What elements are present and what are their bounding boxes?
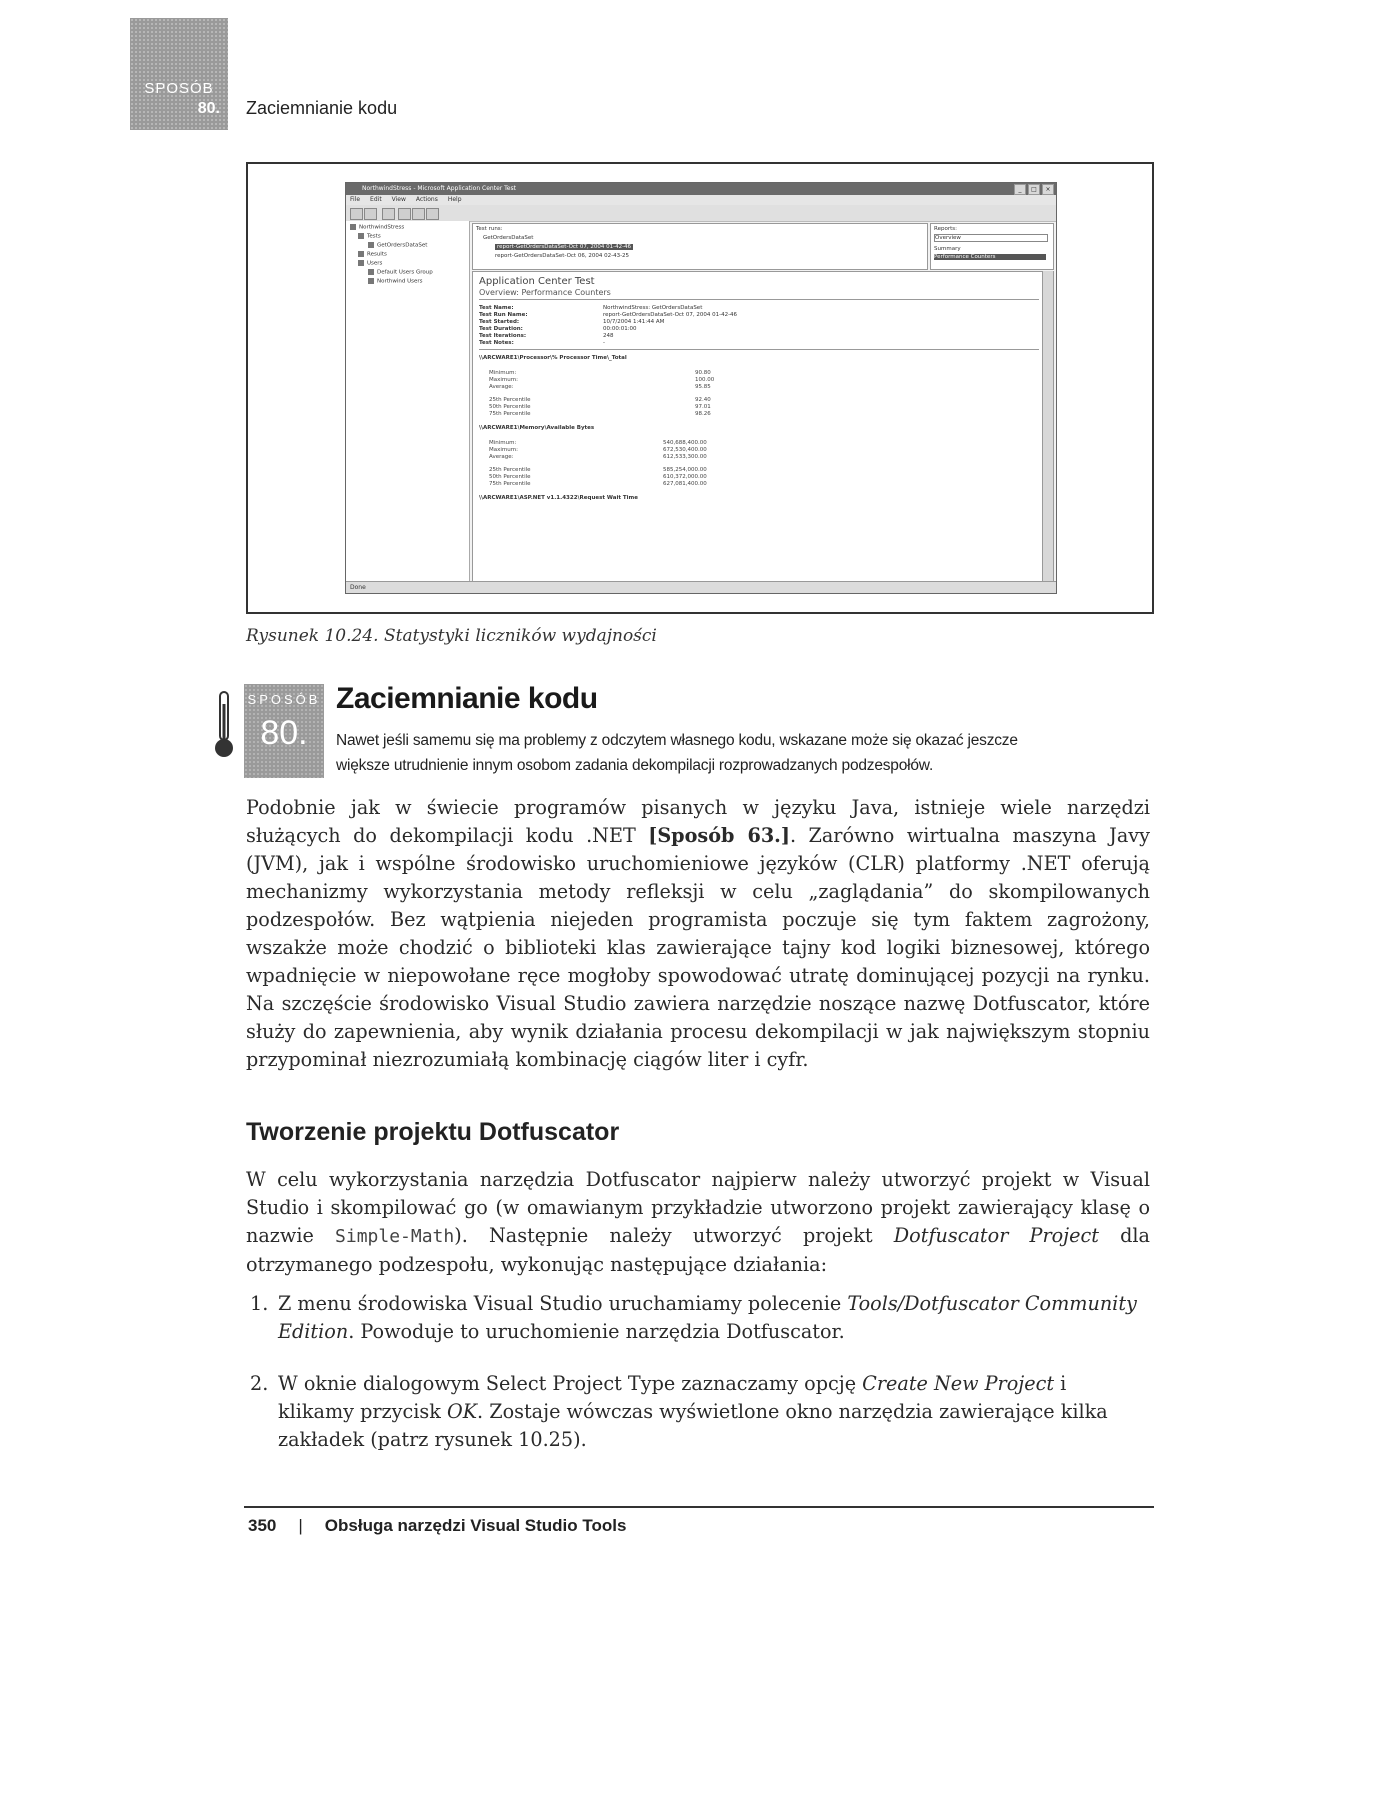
stat-label: Maximum: <box>489 377 518 383</box>
summary-label: Test Name: <box>479 305 514 311</box>
emphasis: Create New Project <box>862 1372 1055 1395</box>
stat-label: Maximum: <box>489 447 518 453</box>
text-run: ). Następnie należy utworzyć projekt <box>454 1224 894 1247</box>
stat-value: 90.80 <box>695 370 711 376</box>
hack-description-line: Nawet jeśli samemu się ma problemy z odczytem własnego kodu, wskazane może się okazać jeszcze <box>336 732 1018 749</box>
hack-tab-number: 80. <box>260 714 308 752</box>
stat-value: 672,530,400.00 <box>663 447 707 453</box>
paragraph <box>246 1166 1150 1279</box>
divider <box>479 299 1039 300</box>
counter-heading: \\ARCWARE1\Processor\% Processor Time\_Total <box>479 355 627 361</box>
run-icon[interactable] <box>398 208 411 220</box>
paragraph <box>246 794 1150 1074</box>
counter-heading: \\ARCWARE1\Memory\Available Bytes <box>479 425 595 431</box>
toolbar <box>346 205 1056 222</box>
report-view <box>472 271 1054 583</box>
hack-tab-word: SPOSÓB <box>247 692 321 707</box>
text-run: i klikamy przycisk <box>278 1372 1067 1423</box>
status-bar <box>346 581 1056 594</box>
act-screenshot <box>345 182 1057 594</box>
emphasis: Dotfuscator Project <box>893 1224 1099 1247</box>
footer-rule <box>244 1506 1154 1508</box>
stat-value: 612,533,300.00 <box>663 454 707 460</box>
list-number: 2. <box>250 1372 269 1395</box>
stat-value: 98.26 <box>695 411 711 417</box>
test-icon <box>368 242 374 248</box>
stat-value: 610,372,000.00 <box>663 474 707 480</box>
summary-label: Test Notes: <box>479 340 514 346</box>
stat-label: 50th Percentile <box>489 474 531 480</box>
folder-icon <box>358 233 364 239</box>
menu-edit[interactable]: Edit <box>370 196 382 203</box>
maximize-icon[interactable]: □ <box>1028 184 1040 195</box>
reports-label: Reports: <box>934 226 957 232</box>
stat-label: 25th Percentile <box>489 397 531 403</box>
summary-label: Test Iterations: <box>479 333 527 339</box>
header-tab-word: SPOSÓB <box>144 80 214 97</box>
section-heading: Tworzenie projektu Dotfuscator <box>246 1118 620 1146</box>
summary-label: Test Run Name: <box>479 312 528 318</box>
stat-value: 92.40 <box>695 397 711 403</box>
stat-label: 75th Percentile <box>489 411 531 417</box>
thermometer-icon <box>214 690 234 760</box>
folder-icon <box>350 224 356 230</box>
stat-label: Minimum: <box>489 370 517 376</box>
text-run: . Powoduje to uruchomienie narzędzia Dotfuscator. <box>348 1320 845 1343</box>
tree-item[interactable]: Users <box>358 260 382 267</box>
folder-icon <box>358 260 364 266</box>
minimize-icon[interactable]: _ <box>1014 184 1026 195</box>
stat-value: 585,254,000.00 <box>663 467 707 473</box>
tree-item[interactable]: Default Users Group <box>368 269 433 276</box>
stat-value: 100.00 <box>695 377 715 383</box>
test-run-item-selected[interactable]: report-GetOrdersDataSet-Oct 07, 2004 01-42-46 <box>497 244 632 250</box>
summary-label: Test Started: <box>479 319 520 325</box>
status-text: Done <box>350 584 366 591</box>
code-term: Simple-Math <box>335 1226 455 1247</box>
footer-title: Obsługa narzędzi Visual Studio Tools <box>324 1516 627 1535</box>
delete-icon[interactable] <box>382 208 395 220</box>
test-run-item[interactable]: report-GetOrdersDataSet-Oct 06, 2004 02-43-25 <box>495 253 630 259</box>
figure-caption: Rysunek 10.24. Statystyki liczników wydajności <box>246 626 657 646</box>
window-titlebar <box>346 183 1056 195</box>
save-icon[interactable] <box>364 208 377 220</box>
footer-separator: | <box>298 1516 303 1535</box>
cross-reference: [Sposób 63.] <box>648 824 790 847</box>
stat-value: 97.01 <box>695 404 711 410</box>
report-subtitle: Overview: Performance Counters <box>479 288 611 297</box>
stop-icon[interactable] <box>412 208 425 220</box>
divider <box>479 349 1039 350</box>
stat-value: 627,081,400.00 <box>663 481 707 487</box>
close-icon[interactable]: × <box>1042 184 1054 195</box>
page-number: 350 <box>248 1516 277 1535</box>
tree-item[interactable]: Tests <box>358 233 381 240</box>
hack-title: Zaciemnianie kodu <box>336 682 598 715</box>
hack-description <box>336 728 1116 778</box>
tree-item[interactable]: Results <box>358 251 387 258</box>
report-title: Application Center Test <box>479 276 595 287</box>
hack-tab <box>244 684 324 778</box>
reports-panel <box>930 223 1054 270</box>
properties-icon[interactable] <box>426 208 439 220</box>
header-tab-number: 80. <box>197 100 220 117</box>
menu-bar <box>346 195 1057 205</box>
emphasis: Tools/Dotfuscator Community Edition <box>278 1292 1137 1343</box>
menu-help[interactable]: Help <box>447 196 462 203</box>
text-run: Podobnie jak w świecie programów pisanych w języku Java, istnieje wiele narzędzi służących do dekompilacji kodu .NET <box>246 796 1150 847</box>
folder-icon <box>358 251 364 257</box>
stat-label: 75th Percentile <box>489 481 531 487</box>
summary-value: 248 <box>603 333 614 339</box>
list-number: 1. <box>250 1292 269 1315</box>
page-footer <box>248 1516 626 1536</box>
report-select[interactable]: Overview <box>934 234 1048 242</box>
stat-value: 95.85 <box>695 384 711 390</box>
test-runs-label: Test runs: <box>476 226 503 232</box>
tree-item[interactable]: GetOrdersDataSet <box>368 242 427 249</box>
text-run: W oknie dialogowym Select Project Type zaznaczamy opcję <box>278 1372 863 1395</box>
summary-value: 10/7/2004 1:41:44 AM <box>603 319 665 325</box>
text-run: dla otrzymanego podzespołu, wykonując następujące działania: <box>246 1224 1150 1276</box>
list-item-text <box>278 1370 1148 1454</box>
text-run: . Zarówno wirtualna maszyna Javy (JVM), jak i wspólne środowisko uruchomieniowe języków (CLR) platformy .NET oferują mechanizmy wykorzystania metody refleksji w celu „zaglądania” do skompilowanych podzespołów. Bez wątpienia niejeden programista poczuje się tym faktem zagrożony, wszakże może chodzić o biblioteki klas zawierające tajny kod logiki biznesowej, którego wpadnięcie w niepowołane ręce mogłoby spowodować utratę dominującej pozycji na rynku. Na szczęście środowisko Visual Studio zawiera narzędzie noszące nazwę Dotfuscator, które służy do zapewnienia, aby wynik działania procesu dekompilacji w jak największym stopniu przypominał niezrozumiałą kombinację ciągów liter i cyfr. <box>246 824 1150 1071</box>
window-title: NorthwindStress - Microsoft Application Center Test <box>362 185 516 192</box>
new-icon[interactable] <box>350 208 363 220</box>
tree-item[interactable]: Northwind Users <box>368 278 423 285</box>
stat-label: Minimum: <box>489 440 517 446</box>
stat-value: 540,688,400.00 <box>663 440 707 446</box>
test-runs-panel <box>472 223 928 270</box>
counter-heading: \\ARCWARE1\ASP.NET v1.1.4322\Request Wait Time <box>479 495 639 501</box>
report-option[interactable]: Summary <box>934 246 961 252</box>
stat-label: 50th Percentile <box>489 404 531 410</box>
summary-value: report-GetOrdersDataSet-Oct 07, 2004 01-42-46 <box>603 312 738 318</box>
stat-label: 25th Percentile <box>489 467 531 473</box>
list-item-text <box>278 1290 1148 1346</box>
hack-description-line: większe utrudnienie innym osobom zadania dekompilacji rozprowadzanych podzespołów. <box>336 757 934 774</box>
emphasis: OK <box>446 1400 478 1423</box>
summary-value: - <box>603 340 605 346</box>
project-tree <box>346 221 470 581</box>
text-run: W celu wykorzystania narzędzia Dotfuscator najpierw należy utworzyć projekt w Visual Studio i skompilować go (w omawianym przykładzie utworzono projekt zawierający klasę o nazwie <box>246 1168 1150 1247</box>
stat-label: Average: <box>489 454 514 460</box>
menu-file[interactable]: File <box>350 196 361 203</box>
text-run: Z menu środowiska Visual Studio uruchamiamy polecenie <box>278 1292 848 1315</box>
menu-actions[interactable]: Actions <box>415 196 438 203</box>
running-title: Zaciemnianie kodu <box>246 98 398 118</box>
users-icon <box>368 278 374 284</box>
header-hack-tab <box>130 18 228 130</box>
menu-view[interactable]: View <box>391 196 406 203</box>
report-scrollbar[interactable] <box>1042 271 1053 581</box>
users-icon <box>368 269 374 275</box>
stat-label: Average: <box>489 384 514 390</box>
test-run-item[interactable]: GetOrdersDataSet <box>483 235 534 241</box>
summary-value: 00:00:01:00 <box>603 326 637 332</box>
text-run: . Zostaje wówczas wyświetlone okno narzędzia zawierające kilka zakładek (patrz rysunek 10.25). <box>278 1400 1108 1451</box>
tree-item[interactable]: NorthwindStress <box>350 224 404 231</box>
report-option-selected[interactable]: Performance Counters <box>934 254 1046 260</box>
summary-label: Test Duration: <box>479 326 523 332</box>
summary-value: NorthwindStress: GetOrdersDataSet <box>603 305 703 311</box>
